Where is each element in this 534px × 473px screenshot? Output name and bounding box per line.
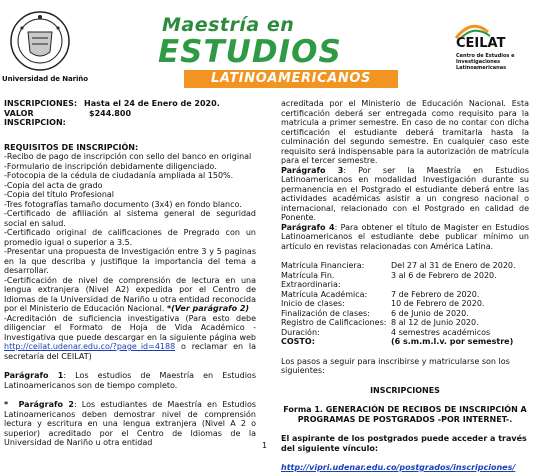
requirement-item-text: -Certificación de nivel de comprensión de lectura en una lengua extranjera (Nivel A2) expedida por el Centro de Idiomas de la Universidad de Nariño u otra entidad reconocida por el Ministerio de Educación Nacional. — [4, 275, 256, 313]
requirement-item: -Formulario de inscripción debidamente diligenciado. — [4, 161, 217, 171]
schedule-value: 7 de Febrero de 2020. — [391, 289, 480, 299]
requirement-item — [4, 276, 256, 314]
schedule-row — [281, 290, 529, 300]
requirements-list — [4, 152, 256, 361]
paragraph-4-label: Parágrafo 4 — [281, 222, 335, 232]
inscriptions-value: Hasta el 24 de Enero de 2020. — [84, 99, 220, 108]
requirement-item: -Copia del título Profesional — [4, 190, 115, 199]
paragraph-3-label: Parágrafo 3 — [281, 165, 344, 175]
schedule-label: Matrícula Financiera: — [281, 261, 365, 270]
schedule-row — [281, 309, 529, 319]
schedule-row — [281, 328, 529, 338]
fee-value: $244.800 — [89, 108, 132, 118]
schedule-value: Del 27 al 31 de Enero de 2020. — [391, 261, 516, 270]
requirement-item: -Certificado original de calificaciones de Pregrado con un promedio igual o superior a 3.5. — [4, 228, 256, 247]
brand-main-text: ESTUDIOS — [158, 34, 342, 70]
schedule-value: 10 de Febrero de 2020. — [391, 299, 485, 308]
schedule-label: Matrícula Fin. Extraordinaria: — [281, 270, 341, 289]
requirement-item: -Tres fotografías tamaño documento (3x4) en fondo blanco. — [4, 199, 242, 209]
left-column — [4, 99, 256, 448]
program-brand — [158, 14, 418, 92]
right-column — [281, 99, 529, 473]
requirement-item-text: -Acreditación de suficiencia investigativa (Para esto debe diligenciar el Formato de Hoja de Vida Académico - Investigativa que puede descargar en la siguiente página web — [4, 313, 256, 342]
paragraph-4-text: : Para obtener el título de Magister en Estudios Latinoamericanos el estudiante debe publicar mínimo un artículo en revistas relacionadas con América Latina. — [281, 222, 529, 251]
schedule-value: 4 semestres académicos — [391, 327, 491, 337]
cost-label: COSTO: — [281, 337, 315, 346]
schedule-label: Inicio de clases: — [281, 299, 345, 308]
requirement-item: -Copia del acta de grado — [4, 180, 103, 190]
paragraph-1-label: Parágrafo 1 — [4, 371, 64, 380]
schedule-label: Duración: — [281, 327, 320, 337]
schedule-label: Finalización de clases: — [281, 308, 370, 318]
paragraph-2-label: Parágrafo 2 — [18, 400, 74, 409]
ceilat-subtitle: Centro de Estudios e Investigaciones Latinoamericanas — [456, 53, 515, 71]
schedule-label: Registro de Calificaciones: — [281, 318, 387, 327]
brand-subtitle-text: LATINOAMERICANOS — [211, 71, 371, 86]
inscripciones-heading: INSCRIPCIONES — [370, 385, 440, 395]
schedule-row — [281, 271, 529, 290]
paragraph-1-text: : Los estudios de Maestría en Estudios Latinoamericanos son de tiempo completo. — [4, 371, 256, 390]
schedule-row — [281, 261, 529, 271]
requirement-item: -Presentar una propuesta de Investigación entre 3 y 5 paginas en la que describa y justifique la importancia del tema a desarrollar. — [4, 247, 256, 275]
cost-value: (6 s.m.m.l.v. por semestre) — [391, 337, 514, 346]
paragraph-2-text: : Los estudiantes de Maestría en Estudios Latinoamericanos deben demostrar nivel de comprensión lectura y escritura en una lengua extranjera (Nivel A 2 o superior) acreditado por el Centro de Idiomas de la Universidad de Nariño u otra entidad — [4, 400, 257, 447]
brand-top-text: Maestría en — [162, 14, 295, 36]
paragraph-1 — [4, 371, 256, 390]
fee-row — [4, 109, 256, 128]
vipri-inscriptions-link[interactable]: http://vipri.udenar.edu.co/postgrados/inscripciones/ — [281, 463, 516, 472]
steps-intro: Los pasos a seguir para inscribirse y matricularse son los siguientes: — [281, 356, 510, 375]
requirement-note: *(Ver parágrafo 2) — [166, 304, 250, 313]
schedule-row — [281, 299, 529, 309]
form-title: Forma 1. GENERACIÓN DE RECIBOS DE INSCRIPCIÓN A PROGRAMAS DE POSTGRADOS -POR INTERNET-. — [283, 405, 527, 424]
access-text: El aspirante de los postgrados puede acceder a través del siguiente vínculo: — [281, 434, 527, 453]
paragraph-3-text: : Por ser la Maestría en Estudios Latinoamericanos en modalidad Investigación durante su permanencia en el Postgrado el estudiante deberá entre las actividades académicas asistir a un congreso nacional o internacional, relacionado con el Postgrado en calidad de Ponente. — [281, 165, 529, 222]
ceilat-logo — [452, 22, 532, 82]
requirement-item: -Fotocopia de la cédula de ciudadanía ampliada al 150%. — [4, 171, 234, 180]
paragraph-2-star: * — [4, 400, 9, 409]
schedule-row — [281, 318, 529, 328]
university-name: Universidad de Nariño — [2, 75, 88, 83]
inscriptions-label: INSCRIPCIONES: — [4, 99, 78, 108]
university-logo — [2, 6, 88, 88]
brand-subtitle-bar — [184, 70, 398, 88]
schedule-value: 6 de Junio de 2020. — [391, 308, 469, 318]
paragraph-3 — [281, 166, 529, 223]
ceilat-form-link[interactable]: http://ceilat.udenar.edu.co/?page_id=4188 — [4, 342, 176, 351]
requirement-item — [4, 314, 256, 362]
fee-label: VALOR INSCRIPCION: — [4, 108, 66, 127]
requirement-item-tail: o reclamar en la secretaría del CEILAT) — [4, 342, 256, 361]
schedule-value: 3 al 6 de Febrero de 2020. — [391, 270, 497, 280]
schedule-value: 8 al 12 de Junio 2020. — [391, 318, 479, 327]
paragraph-2 — [4, 400, 256, 448]
schedule-table — [281, 261, 529, 347]
requirement-item: -Recibo de pago de inscripción con sello del banco en original — [4, 152, 252, 161]
paragraph-4 — [281, 223, 529, 252]
university-seal-icon — [10, 8, 70, 74]
requirements-title: REQUISITOS DE INSCRIPCIÓN: — [4, 142, 139, 152]
ceilat-name: CEILAT — [456, 36, 506, 51]
inscriptions-row — [4, 99, 256, 109]
requirement-item: -Certificado de afiliación al sistema general de seguridad social en salud. — [4, 209, 256, 228]
cost-row — [281, 337, 529, 347]
paragraph-2-continued: acreditada por el Ministerio de Educación Nacional. Esta certificación deberá ser entregada como requisito para la matricula a primer semestre. En caso de no contar con dicha certificación el estudiante deberá tramitarla hasta la culminación del segundo semestre. En cualquier caso este requisito será indispensable para la autorización de matrícula para el tercer semestre. — [281, 99, 529, 165]
schedule-label: Matrícula Académica: — [281, 289, 368, 299]
page-number: 1 — [262, 441, 268, 450]
